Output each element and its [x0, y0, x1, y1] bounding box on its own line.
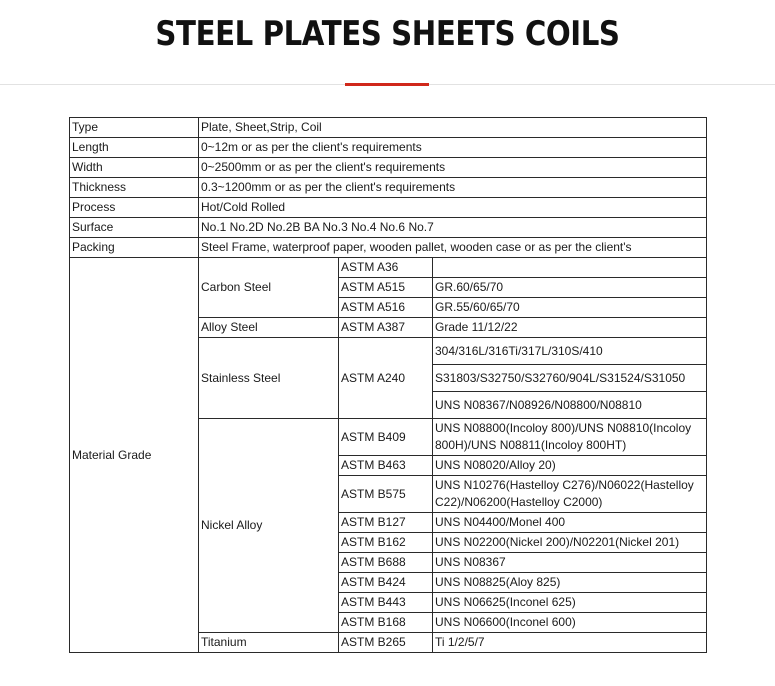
standard-cell: ASTM B463 [339, 456, 433, 476]
standard-cell: ASTM A516 [339, 298, 433, 318]
grade-cell: UNS N04400/Monel 400 [433, 513, 707, 533]
standard-cell: ASTM B409 [339, 419, 433, 456]
grade-cell: UNS N06625(Inconel 625) [433, 593, 707, 613]
grade-cell: S31803/S32750/S32760/904L/S31524/S31050 [433, 365, 707, 392]
standard-cell: ASTM A240 [339, 338, 433, 419]
grade-cell: 304/316L/316Ti/317L/310S/410 [433, 338, 707, 365]
standard-cell: ASTM B265 [339, 633, 433, 653]
grade-cell: Grade 11/12/22 [433, 318, 707, 338]
category-carbon-steel: Carbon Steel [199, 258, 339, 318]
standard-cell: ASTM A36 [339, 258, 433, 278]
title-accent-bar [345, 83, 429, 86]
row-label-surface: Surface [70, 218, 199, 238]
row-value-packing: Steel Frame, waterproof paper, wooden pallet, wooden case or as per the client's [199, 238, 707, 258]
category-titanium: Titanium [199, 633, 339, 653]
table-row [70, 158, 707, 178]
table-row [70, 138, 707, 158]
row-value-width: 0~2500mm or as per the client's requirements [199, 158, 707, 178]
table-row [70, 198, 707, 218]
grade-cell: UNS N02200(Nickel 200)/N02201(Nickel 201) [433, 533, 707, 553]
standard-cell: ASTM B127 [339, 513, 433, 533]
row-label-width: Width [70, 158, 199, 178]
grade-cell: Ti 1/2/5/7 [433, 633, 707, 653]
table-row [70, 118, 707, 138]
row-label-length: Length [70, 138, 199, 158]
standard-cell: ASTM A387 [339, 318, 433, 338]
row-value-type: Plate, Sheet,Strip, Coil [199, 118, 707, 138]
row-value-surface: No.1 No.2D No.2B BA No.3 No.4 No.6 No.7 [199, 218, 707, 238]
row-value-thickness: 0.3~1200mm or as per the client's requirements [199, 178, 707, 198]
row-label-process: Process [70, 198, 199, 218]
grade-cell: UNS N08367 [433, 553, 707, 573]
row-value-length: 0~12m or as per the client's requirements [199, 138, 707, 158]
category-stainless-steel: Stainless Steel [199, 338, 339, 419]
grade-cell: GR.60/65/70 [433, 278, 707, 298]
grade-cell: UNS N08020/Alloy 20) [433, 456, 707, 476]
standard-cell: ASTM B688 [339, 553, 433, 573]
material-grade-label: Material Grade [70, 258, 199, 653]
grade-cell: GR.55/60/65/70 [433, 298, 707, 318]
row-label-thickness: Thickness [70, 178, 199, 198]
grade-cell [433, 258, 707, 278]
table-row [70, 218, 707, 238]
grade-cell: UNS N08367/N08926/N08800/N08810 [433, 392, 707, 419]
standard-cell: ASTM B424 [339, 573, 433, 593]
row-label-packing: Packing [70, 238, 199, 258]
standard-cell: ASTM B162 [339, 533, 433, 553]
page-title: STEEL PLATES SHEETS COILS [155, 14, 620, 54]
row-value-process: Hot/Cold Rolled [199, 198, 707, 218]
table-row [70, 238, 707, 258]
grade-cell: UNS N08800(Incoloy 800)/UNS N08810(Incoloy 800H)/UNS N08811(Incoloy 800HT) [433, 419, 707, 456]
standard-cell: ASTM A515 [339, 278, 433, 298]
table-row [70, 178, 707, 198]
category-nickel-alloy: Nickel Alloy [199, 419, 339, 633]
standard-cell: ASTM B575 [339, 476, 433, 513]
grade-cell: UNS N06600(Inconel 600) [433, 613, 707, 633]
grade-cell: UNS N08825(Aloy 825) [433, 573, 707, 593]
grade-cell: UNS N10276(Hastelloy C276)/N06022(Hastelloy C22)/N06200(Hastelloy C2000) [433, 476, 707, 513]
row-label-type: Type [70, 118, 199, 138]
standard-cell: ASTM B168 [339, 613, 433, 633]
category-alloy-steel: Alloy Steel [199, 318, 339, 338]
table-row [70, 258, 707, 278]
standard-cell: ASTM B443 [339, 593, 433, 613]
spec-table [69, 117, 707, 653]
